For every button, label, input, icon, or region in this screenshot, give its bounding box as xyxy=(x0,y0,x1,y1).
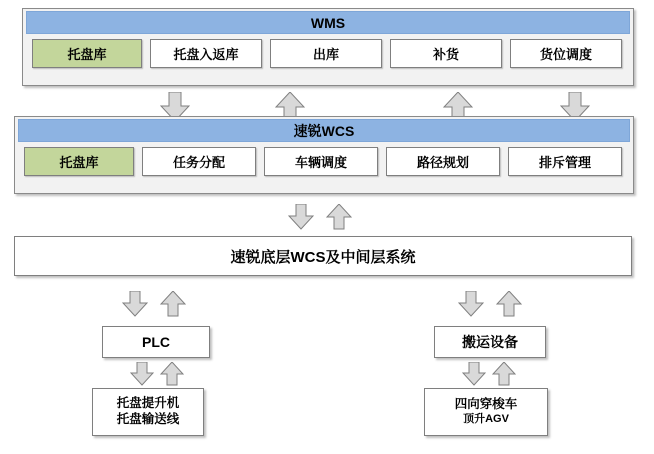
wms-module-outbound[interactable] xyxy=(270,39,382,68)
arrow-up-vehicles-to-handling xyxy=(492,362,516,386)
plc-box[interactable] xyxy=(102,326,210,358)
wms-module-replenishment[interactable] xyxy=(390,39,502,68)
wms-module-label: 托盘库 xyxy=(67,47,107,62)
arrow-down-handling-to-vehicles xyxy=(462,362,486,386)
wcs-module-vehicle-scheduling[interactable] xyxy=(264,147,378,176)
wms-module-tray-inbound-return[interactable] xyxy=(150,39,262,68)
wcs-module-label: 排斥管理 xyxy=(538,155,591,170)
arrow-down-plc-to-devices xyxy=(130,362,154,386)
wcs-module-task-allocation[interactable] xyxy=(142,147,256,176)
plc-label: PLC xyxy=(142,334,170,350)
arrow-down-middleware-to-handling xyxy=(458,291,484,317)
arrow-up-handling-to-middleware xyxy=(496,291,522,317)
wms-module-label: 补货 xyxy=(432,47,459,62)
wcs-module-path-planning[interactable] xyxy=(386,147,500,176)
four-way-shuttle-label: 四向穿梭车 xyxy=(454,397,518,412)
wcs-module-label: 任务分配 xyxy=(172,155,225,170)
lifting-agv-label: 顶升AGV xyxy=(463,412,509,425)
handling-equipment-box[interactable] xyxy=(434,326,546,358)
arrow-up-middleware-to-wcs xyxy=(326,204,352,230)
wms-module-tray-warehouse[interactable] xyxy=(32,39,142,68)
wms-module-label: 托盘入返库 xyxy=(173,47,239,62)
arrow-down-wcs-to-middleware xyxy=(288,204,314,230)
wms-title-bar xyxy=(26,11,630,34)
wms-module-label: 货位调度 xyxy=(539,47,592,62)
tray-conveyor-label: 托盘输送线 xyxy=(116,412,180,426)
arrow-up-devices-to-plc xyxy=(160,362,184,386)
wcs-title: 速锐WCS xyxy=(293,122,355,139)
wcs-module-label: 车辆调度 xyxy=(294,155,347,170)
wcs-module-label: 托盘库 xyxy=(59,155,99,170)
middleware-system-box[interactable] xyxy=(14,236,632,276)
arrow-down-middleware-to-plc xyxy=(122,291,148,317)
wcs-module-exclusion-management[interactable] xyxy=(508,147,622,176)
handling-equipment-label: 搬运设备 xyxy=(462,334,518,350)
wcs-module-label: 路径规划 xyxy=(416,155,469,170)
wcs-title-bar xyxy=(18,119,630,142)
handling-devices-box[interactable] xyxy=(424,388,548,436)
wms-module-location-scheduling[interactable] xyxy=(510,39,622,68)
wcs-module-tray-warehouse[interactable] xyxy=(24,147,134,176)
arrow-up-plc-to-middleware xyxy=(160,291,186,317)
middleware-label: 速锐底层WCS及中间层系统 xyxy=(230,248,416,266)
tray-lift-label: 托盘提升机 xyxy=(116,396,180,411)
wms-title: WMS xyxy=(310,14,346,31)
plc-devices-box[interactable] xyxy=(92,388,204,436)
wms-module-label: 出库 xyxy=(312,47,339,62)
